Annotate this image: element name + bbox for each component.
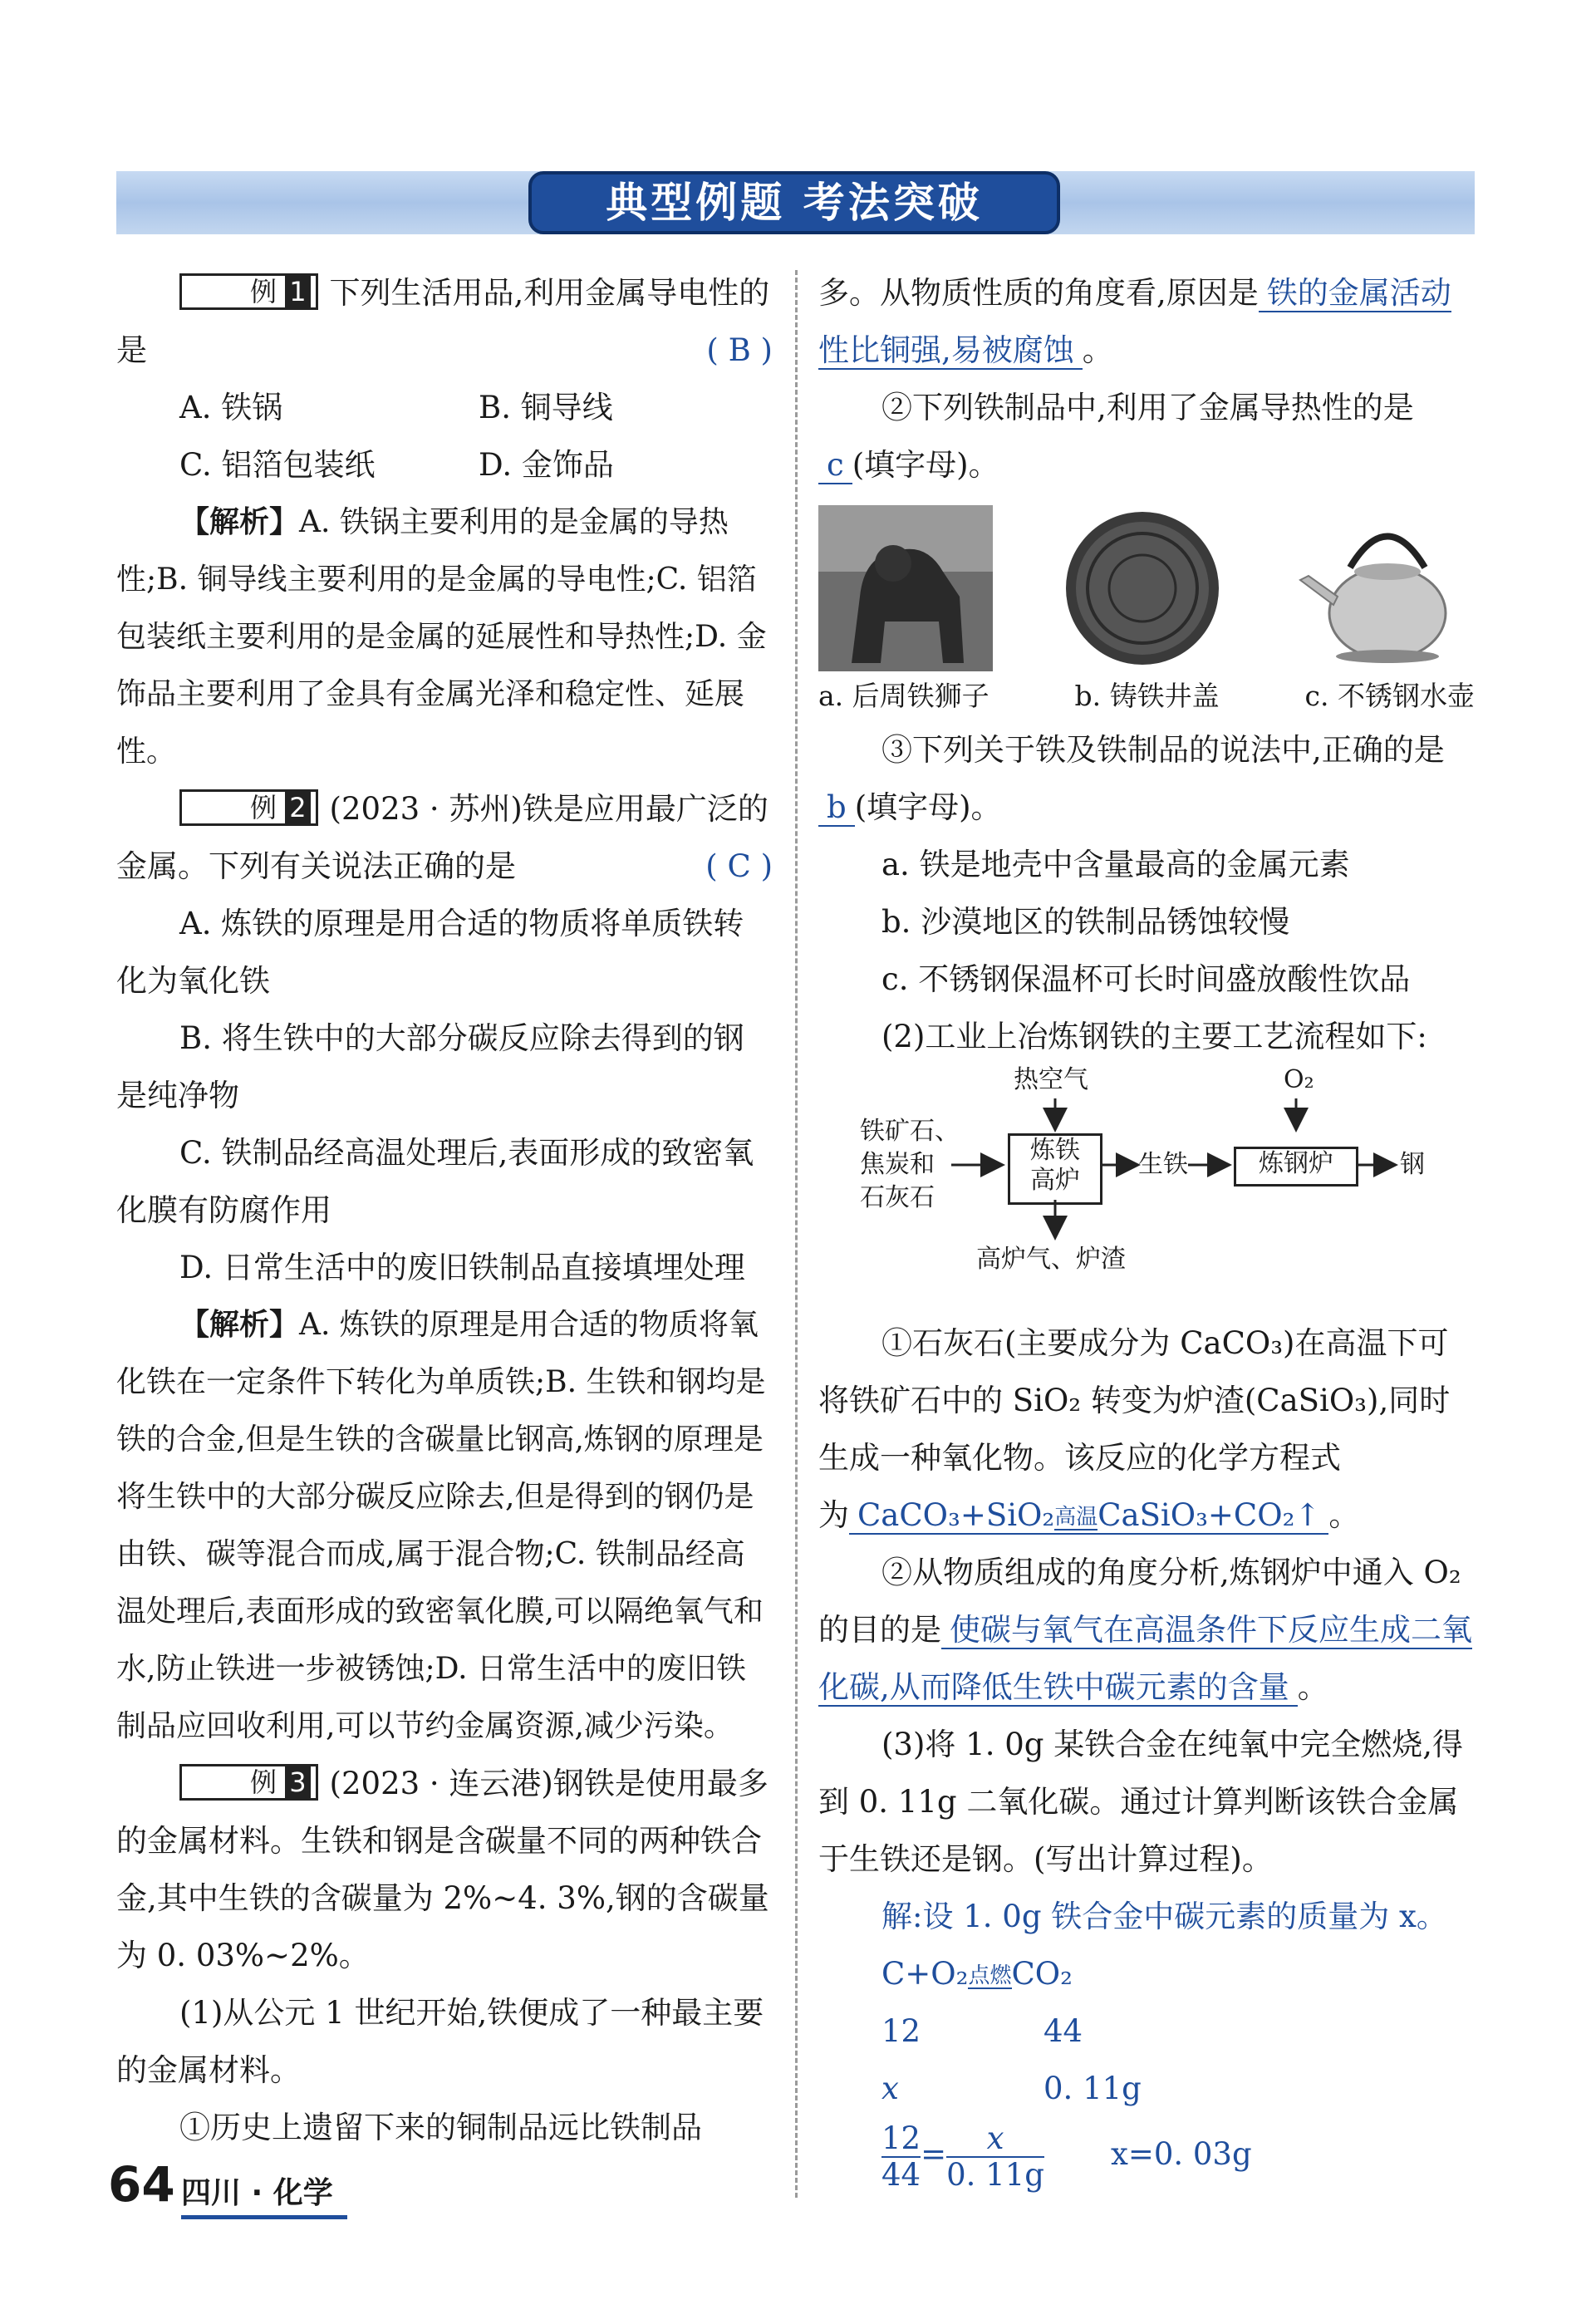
solution-equation: C+O₂ 点燃 CO₂ <box>881 1956 1073 1992</box>
part-3-question: (3)将 1. 0g 某铁合金在纯氧中完全燃烧,得到 0. 11g 二氧化碳。通过计算判断该铁合金属于生铁还是钢。(写出计算过程)。 <box>818 1727 1463 1877</box>
answer-blank: c <box>818 447 852 484</box>
section-title: 典型例题 考法突破 <box>528 171 1060 234</box>
flow-pig-iron: 生铁 <box>1138 1150 1188 1179</box>
option: a. 铁是地壳中含量最高的金属元素 <box>881 847 1350 882</box>
kettle-image <box>1292 505 1475 671</box>
example-tag: 例 1 <box>179 273 318 310</box>
caption: b. 铸铁井盖 <box>1074 680 1220 712</box>
iron-lion-image <box>818 505 993 671</box>
q5-line: ②从物质组成的角度分析,炼钢炉中通入 O₂ 的目的是 使碳与氧气在高温条件下反应生成二氧化碳,从而降低生铁中碳元素的含量 。 <box>818 1555 1472 1705</box>
option: D. 日常生活中的废旧铁制品直接填埋处理 <box>179 1250 745 1285</box>
example-3-question: 例 3 (2023 · 连云港)钢铁是使用最多 <box>116 1755 773 1812</box>
caption: c. 不锈钢水壶 <box>1304 680 1475 712</box>
q1-answer-line: 多。从物质性质的角度看,原因是 铁的金属活动性比铜强,易被腐蚀 。 <box>818 275 1451 368</box>
product-images <box>818 505 1475 671</box>
example-1-analysis: 【解析】A. 铁锅主要利用的是金属的导热性;B. 铜导线主要利用的是金属的导电性;C. 铝箔包装纸主要利用的是金属的延展性和导热性;D. 金饰品主要利用了金具有金属光泽和稳定性、延展性。 <box>116 505 767 769</box>
solution-setup: 解:设 1. 0g 铁合金中碳元素的质量为 x。 <box>881 1899 1447 1934</box>
caption: a. 后周铁狮子 <box>818 680 989 712</box>
page-number: 64 <box>108 2156 175 2213</box>
q2-line: ②下列铁制品中,利用了金属导热性的是c (填字母)。 <box>818 379 1475 494</box>
option: b. 沙漠地区的铁制品锈蚀较慢 <box>881 904 1290 940</box>
flow-raw-1: 铁矿石、 <box>860 1117 960 1146</box>
option: C. 铁制品经高温处理后,表面形成的致密氧化膜有防腐作用 <box>116 1135 754 1228</box>
example-3-part-1: (1)从公元 1 世纪开始,铁便成了一种最主要的金属材料。 <box>116 1995 764 2088</box>
option: B. 将生铁中的大部分碳反应除去得到的钢是纯净物 <box>116 1020 744 1113</box>
answer: ( B ) <box>706 332 773 368</box>
q3-line: ③下列关于铁及铁制品的说法中,正确的是b (填字母)。 <box>818 721 1475 836</box>
option: B. 铜导线 <box>479 390 613 425</box>
footer-underline <box>181 2215 347 2219</box>
example-2-analysis: 【解析】A. 炼铁的原理是用合适的物质将氧化铁在一定条件下转化为单质铁;B. 生铁和钢均是铁的合金,但是生铁的含碳量比钢高,炼钢的原理是将生铁中的大部分碳反应除去,但是得到的钢仍是由铁、碳等混合而成,属于混合物;C. 铁制品经高温处理后,表面形成的致密氧化膜,可以隔绝氧气和水,防止铁进一步被锈蚀;D. 日常生活中的废旧铁制品应回收利用,可以节约金属资源,减少污染。 <box>116 1308 766 1743</box>
image-captions <box>818 671 1475 721</box>
answer-blank: 铁的金属活动性比铜强,易被腐蚀 <box>818 275 1451 368</box>
flow-steel: 钢 <box>1400 1150 1425 1179</box>
flow-waste: 高炉气、炉渣 <box>976 1245 1126 1274</box>
example-1-question-cont: 是 ( B ) <box>116 322 773 379</box>
flow-oxygen: O₂ <box>1284 1065 1314 1094</box>
solution-proportion: $\frac{12}{44}=$ $\frac{x}{0. 11g} x=0$. 03g <box>881 2120 1252 2193</box>
example-3-question-cont: 的金属材料。生铁和钢是含碳量不同的两种铁合金,其中生铁的含碳量为 2%~4. 3%,钢的含碳量为 0. 03%~2%。 <box>116 1823 769 1973</box>
example-1-options <box>116 379 773 494</box>
answer: ( C ) <box>705 848 773 884</box>
option: D. 金饰品 <box>479 447 614 483</box>
q4-line: ①石灰石(主要成分为 CaCO₃)在高温下可将铁矿石中的 SiO₂ 转变为炉渣(CaSiO₃),同时生成一种氧化物。该反应的化学方程式 <box>818 1325 1451 1476</box>
flow-blast-furnace: 炼铁 高炉 <box>1008 1133 1102 1205</box>
option: c. 不锈钢保温杯可长时间盛放酸性饮品 <box>881 961 1411 997</box>
answer-blank: 使碳与氧气在高温条件下反应生成二氧化碳,从而降低生铁中碳元素的含量 <box>818 1612 1472 1705</box>
example-2-question: 例 2 (2023 · 苏州)铁是应用最广泛的 <box>116 780 773 838</box>
flow-hot-air: 热空气 <box>1014 1065 1088 1094</box>
example-tag: 例 3 <box>179 1764 318 1801</box>
option: A. 铁锅 <box>179 390 283 425</box>
answer-blank: CaCO₃+SiO₂ 高温 CaSiO₃+CO₂↑ <box>849 1497 1328 1535</box>
option: C. 铝箔包装纸 <box>179 447 376 483</box>
option: A. 炼铁的原理是用合适的物质将单质铁转化为氧化铁 <box>116 906 744 999</box>
solution <box>818 1888 1475 2193</box>
left-column <box>116 264 773 2156</box>
q4-equation-line: 为 CaCO₃+SiO₂ 高温 CaSiO₃+CO₂↑ 。 <box>818 1497 1360 1533</box>
equation-condition: 高温 <box>1054 1504 1098 1530</box>
right-column <box>818 264 1475 2193</box>
flow-raw-3: 石灰石 <box>860 1183 935 1212</box>
column-divider <box>795 270 798 2198</box>
process-flow-diagram <box>818 1065 1475 1314</box>
example-1-question: 例 1 下列生活用品,利用金属导电性的 <box>116 264 773 322</box>
answer-blank: b <box>818 789 855 827</box>
footer-label: 四川 · 化学 <box>181 2176 333 2210</box>
flow-raw-2: 焦炭和 <box>860 1150 935 1179</box>
solution-mass-table: 12 44 x 0. 11g <box>881 2013 1142 2106</box>
example-tag: 例 2 <box>179 789 318 826</box>
flow-steel-furnace: 炼钢炉 <box>1234 1147 1358 1187</box>
manhole-cover-image <box>1059 505 1225 671</box>
example-3-part-1a: ①历史上遗留下来的铜制品远比铁制品 <box>179 2110 702 2145</box>
part-2-intro: (2)工业上冶炼钢铁的主要工艺流程如下: <box>881 1019 1427 1054</box>
example-2-question-cont: 金属。下列有关说法正确的是 ( C ) <box>116 838 773 895</box>
